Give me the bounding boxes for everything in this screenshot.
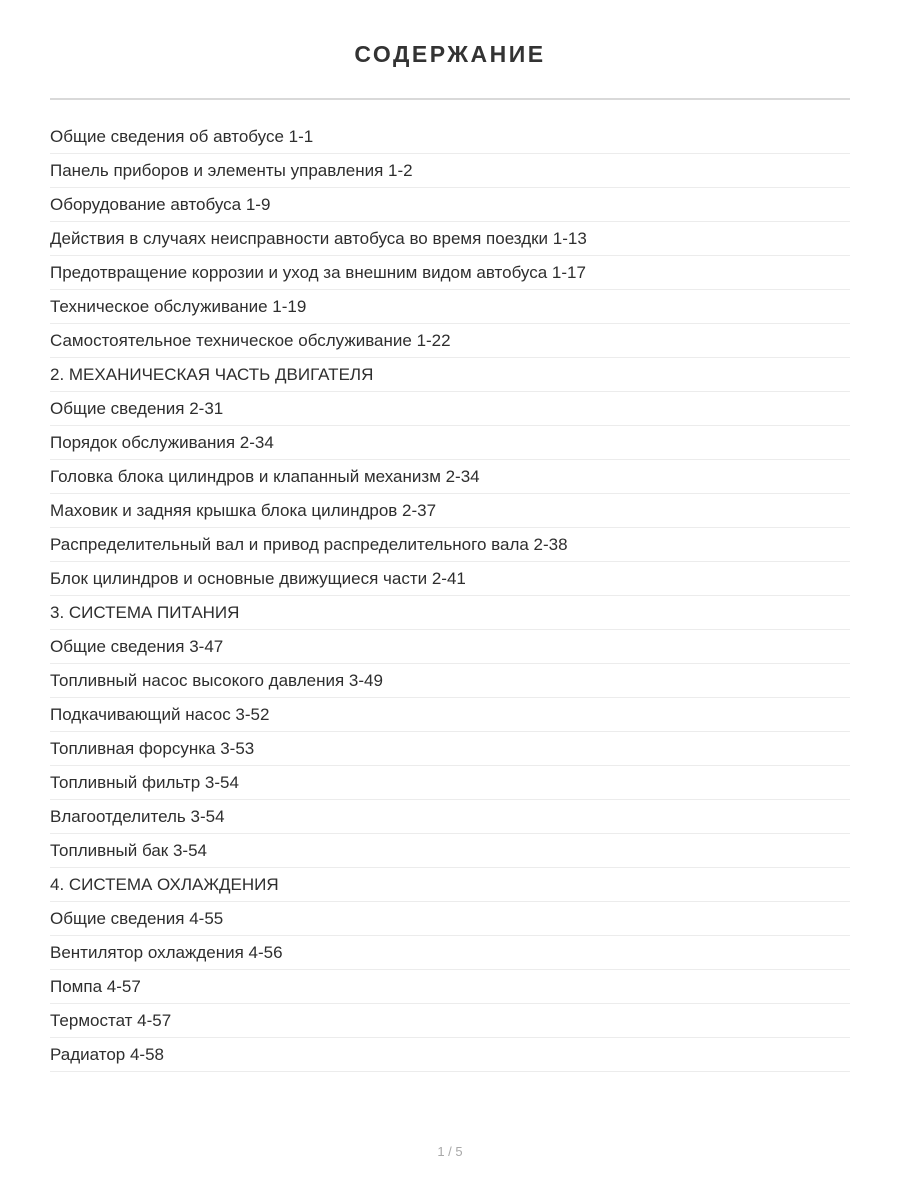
toc-item[interactable]: Вентилятор охлаждения 4-56 bbox=[50, 936, 850, 970]
toc-item[interactable]: Самостоятельное техническое обслуживание 1-22 bbox=[50, 324, 850, 358]
toc-item[interactable]: Помпа 4-57 bbox=[50, 970, 850, 1004]
toc-item[interactable]: Техническое обслуживание 1-19 bbox=[50, 290, 850, 324]
toc-item[interactable]: Общие сведения 4-55 bbox=[50, 902, 850, 936]
toc-item[interactable]: Общие сведения об автобусе 1-1 bbox=[50, 120, 850, 154]
table-of-contents bbox=[50, 120, 850, 1072]
toc-item[interactable]: Предотвращение коррозии и уход за внешним видом автобуса 1-17 bbox=[50, 256, 850, 290]
title-divider bbox=[50, 98, 850, 100]
toc-item[interactable]: Термостат 4-57 bbox=[50, 1004, 850, 1038]
toc-item[interactable]: Распределительный вал и привод распределительного вала 2-38 bbox=[50, 528, 850, 562]
toc-item[interactable]: Порядок обслуживания 2-34 bbox=[50, 426, 850, 460]
toc-section-heading[interactable]: 2. МЕХАНИЧЕСКАЯ ЧАСТЬ ДВИГАТЕЛЯ bbox=[50, 358, 850, 392]
toc-item[interactable]: Подкачивающий насос 3-52 bbox=[50, 698, 850, 732]
toc-item[interactable]: Действия в случаях неисправности автобуса во время поездки 1-13 bbox=[50, 222, 850, 256]
toc-item[interactable]: Блок цилиндров и основные движущиеся части 2-41 bbox=[50, 562, 850, 596]
page-indicator: 1 / 5 bbox=[437, 1144, 463, 1159]
toc-item[interactable]: Топливная форсунка 3-53 bbox=[50, 732, 850, 766]
toc-section-heading[interactable]: 3. СИСТЕМА ПИТАНИЯ bbox=[50, 596, 850, 630]
toc-item[interactable]: Головка блока цилиндров и клапанный механизм 2-34 bbox=[50, 460, 850, 494]
toc-section-heading[interactable]: 4. СИСТЕМА ОХЛАЖДЕНИЯ bbox=[50, 868, 850, 902]
toc-item[interactable]: Общие сведения 2-31 bbox=[50, 392, 850, 426]
toc-item[interactable]: Влагоотделитель 3-54 bbox=[50, 800, 850, 834]
toc-item[interactable]: Маховик и задняя крышка блока цилиндров 2-37 bbox=[50, 494, 850, 528]
page-title: СОДЕРЖАНИЕ bbox=[354, 41, 546, 67]
toc-item[interactable]: Радиатор 4-58 bbox=[50, 1038, 850, 1072]
toc-item[interactable]: Общие сведения 3-47 bbox=[50, 630, 850, 664]
toc-item[interactable]: Панель приборов и элементы управления 1-2 bbox=[50, 154, 850, 188]
toc-item[interactable]: Оборудование автобуса 1-9 bbox=[50, 188, 850, 222]
toc-item[interactable]: Топливный фильтр 3-54 bbox=[50, 766, 850, 800]
toc-item[interactable]: Топливный насос высокого давления 3-49 bbox=[50, 664, 850, 698]
toc-item[interactable]: Топливный бак 3-54 bbox=[50, 834, 850, 868]
